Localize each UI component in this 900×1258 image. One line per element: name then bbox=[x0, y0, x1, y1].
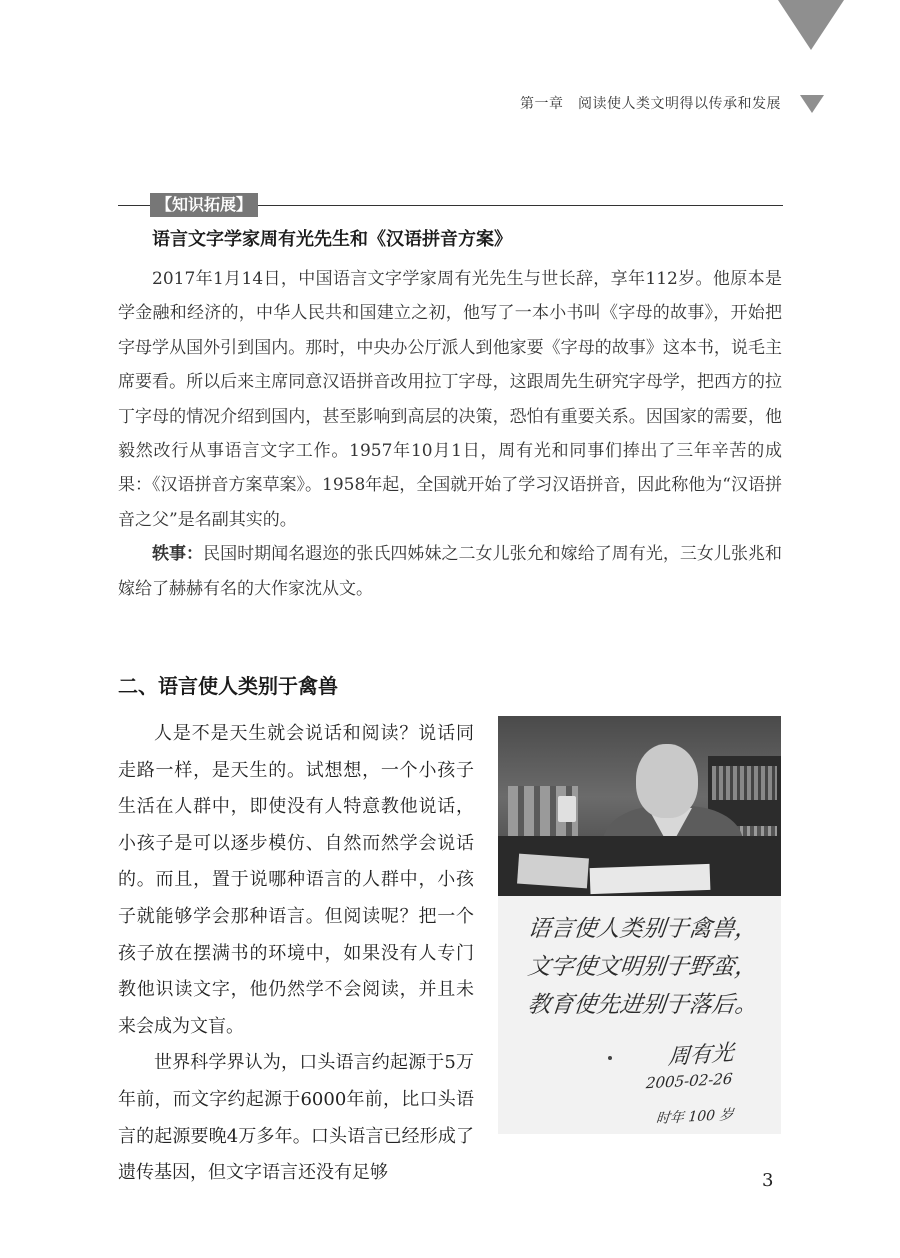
page-number: 3 bbox=[762, 1170, 774, 1191]
section-heading: 二、语言使人类别于禽兽 bbox=[118, 674, 338, 698]
calligraphy-line: 语言使人类别于禽兽， bbox=[526, 916, 760, 942]
calligraphy-line: 文字使文明别于野蛮， bbox=[526, 954, 760, 980]
running-head-triangle-decoration bbox=[800, 95, 824, 113]
knowledge-box-title: 语言文字学家周有光先生和《汉语拼音方案》 bbox=[152, 229, 512, 250]
section-body bbox=[118, 716, 474, 1192]
anecdote-text: 民国时期闻名遐迩的张氏四姊妹之二女儿张允和嫁给了周有光，三女儿张兆和嫁给了赫赫有名的大作家沈从文。 bbox=[118, 544, 783, 599]
ink-dot bbox=[608, 1056, 612, 1060]
person-head-shape bbox=[636, 744, 698, 818]
knowledge-box-paragraph: 2017年1月14日，中国语言文字学家周有光先生与世长辞，享年112岁。他原本是学金融和经济的，中华人民共和国建立之初，他写了一本小书叫《字母的故事》，开始把字母学从国外引到国内。那时，中央办公厅派人到他家要《字母的故事》这本书，说毛主席要看。所以后来主席同意汉语拼音改用拉丁字母，这跟周先生研究字母学，把西方的拉丁字母的情况介绍到国内，甚至影响到高层的决策，恐怕有重要关系。因国家的需要，他毅然改行从事语言文字工作。1957年10月1日，周有光和同事们捧出了三年辛苦的成果：《汉语拼音方案草案》。1958年起，全国就开始了学习汉语拼音，因此称他为“汉语拼音之父”是名副其实的。 bbox=[118, 269, 782, 530]
anecdote-label: 轶事： bbox=[152, 544, 204, 565]
section-paragraph: 世界科学界认为，口头语言约起源于5万年前，而文字约起源于6000年前，比口头语言的起源要晚4万多年。口头语言已经形成了遗传基因，但文字语言还没有足够 bbox=[118, 1052, 474, 1184]
calligraphy-signature: 周有光 bbox=[667, 1040, 735, 1071]
running-head: 第一章 阅读使人类文明得以传承和发展 bbox=[520, 96, 781, 112]
knowledge-box-tag: 【知识拓展】 bbox=[150, 193, 258, 217]
section-paragraph: 人是不是天生就会说话和阅读？说话同走路一样，是天生的。试想想，一个小孩子生活在人群中，即使没有人特意教他说话，小孩子是可以逐步模仿、自然而然学会说话的。而且，置于说哪种语言的人群中，小孩子就能够学会那种语言。但阅读呢？把一个孩子放在摆满书的环境中，如果没有人专门教他识读文字，他仍然学不会阅读，并且未来会成为文盲。 bbox=[118, 723, 474, 1037]
calligraphy-line: 教育使先进别于落后。 bbox=[526, 992, 760, 1018]
paper-shape bbox=[517, 854, 589, 889]
calligraphy-inscription bbox=[498, 896, 781, 1134]
anecdote-paragraph bbox=[118, 537, 782, 606]
knowledge-box-body bbox=[118, 262, 782, 606]
calligraphy-date: 2005-02-26 bbox=[645, 1069, 734, 1093]
cup-shape bbox=[558, 796, 576, 822]
paper-shape bbox=[590, 864, 711, 894]
calligraphy-age: 时年 100 岁 bbox=[655, 1106, 735, 1128]
corner-triangle-decoration bbox=[778, 0, 844, 50]
portrait-photo bbox=[498, 716, 781, 896]
